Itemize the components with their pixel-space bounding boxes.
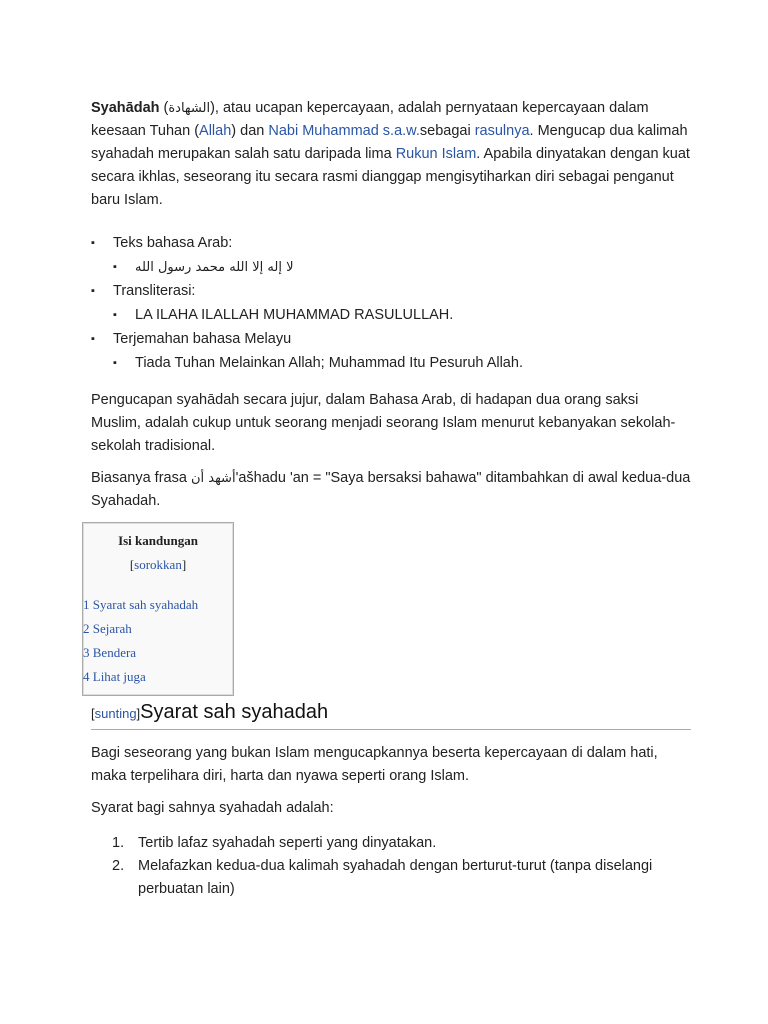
- toc-item-syarat[interactable]: 1 Syarat sah syahadah: [83, 597, 199, 612]
- syahadah-bullet-list: [91, 232, 691, 375]
- paragraph-syarat: Syarat bagi sahnya syahadah adalah:: [91, 800, 334, 816]
- list-item: [113, 352, 691, 375]
- edit-section-link[interactable]: sunting: [94, 706, 137, 721]
- intro-text-2: ) dan: [231, 123, 269, 139]
- list-item: [91, 855, 691, 901]
- list-item: [113, 256, 691, 279]
- list-item: [113, 304, 691, 327]
- toc-item-bendera[interactable]: 3 Bendera: [83, 645, 137, 660]
- toc-item-lihat-juga[interactable]: 4 Lihat juga: [83, 669, 146, 684]
- table-of-contents: [82, 522, 234, 696]
- paragraph-bagi: Bagi seseorang yang bukan Islam mengucapkannya beserta kepercayaan di dalam hati, maka terpelihara diri, harta dan nyawa seperti orang Islam.: [91, 745, 658, 784]
- condition-text: Tertib lafaz syahadah seperti yang dinyatakan.: [138, 835, 437, 851]
- bullet-label: Terjemahan bahasa Melayu: [113, 331, 292, 347]
- arabic-phrase: أشهد أن: [190, 471, 236, 486]
- link-rasulnya[interactable]: rasulnya: [474, 123, 530, 139]
- section-heading: [91, 698, 691, 730]
- article-body: [83, 97, 691, 901]
- paragraph-pengucapan: Pengucapan syahādah secara jujur, dalam Bahasa Arab, di hadapan dua orang saksi Muslim, adalah cukup untuk seorang menjadi seorang Islam menurut kebanyakan sekolah-sekolah tradisional.: [91, 392, 676, 454]
- para3-text-before: Biasanya frasa: [91, 470, 191, 486]
- conditions-list: [91, 832, 691, 901]
- bullet-label: Teks bahasa Arab:: [113, 235, 233, 251]
- transliteration-text: LA ILAHA ILALLAH MUHAMMAD RASULULLAH.: [135, 307, 454, 323]
- toc-item-sejarah[interactable]: 2 Sejarah: [83, 621, 132, 636]
- intro-text-3: sebagai: [419, 123, 475, 139]
- arabic-text: لا إله إلا الله محمد رسول الله: [135, 260, 294, 275]
- translation-text: Tiada Tuhan Melainkan Allah; Muhammad Itu Pesuruh Allah.: [135, 355, 523, 371]
- toc-title: Isi kandungan: [118, 533, 198, 548]
- link-rukun-islam[interactable]: Rukun Islam: [395, 146, 477, 162]
- toc-list: [83, 593, 233, 689]
- section-title: Syarat sah syahadah: [140, 701, 329, 723]
- condition-text: Melafazkan kedua-dua kalimah syahadah dengan berturut-turut (tanpa diselangi perbuatan lain): [138, 858, 653, 897]
- list-item: [91, 232, 691, 279]
- intro-paragraph: Syahādah (الشهادة), atau ucapan kepercayaan, adalah pernyataan kepercayaan dalam keesaan Tuhan (Allah) dan Nabi Muhammad s.a.w.sebagai rasulnya. Mengucap dua kalimah syahadah merupakan salah satu daripada lima Rukun Islam. Apabila dinyatakan dengan kuat secara ikhlas, seseorang itu secara rasmi dianggap mengisytiharkan diri sebagai penganut baru Islam.: [91, 100, 690, 208]
- intro-text-1: ), atau ucapan kepercayaan, adalah pernyataan kepercayaan dalam keesaan Tuhan (: [91, 100, 649, 139]
- paragraph-biasanya: [91, 467, 691, 513]
- list-number: 1.: [112, 835, 125, 851]
- link-nabi-muhammad[interactable]: Nabi Muhammad s.a.w.: [268, 123, 420, 139]
- intro-text-4: . Mengucap dua kalimah syahadah merupakan salah satu daripada lima: [91, 123, 688, 162]
- edit-bracket: [sunting]: [91, 706, 141, 721]
- toc-toggle: [sorokkan]: [129, 557, 187, 572]
- bullet-label: Transliterasi:: [113, 283, 196, 299]
- list-number: 2.: [112, 858, 125, 874]
- link-allah[interactable]: Allah: [199, 123, 232, 139]
- intro-text-5: . Apabila dinyatakan dengan kuat secara ikhlas, seseorang itu secara rasmi dianggap mengisytiharkan diri sebagai penganut baru Islam.: [91, 146, 690, 208]
- list-item: [91, 832, 691, 855]
- arabic-term: الشهادة: [168, 101, 211, 116]
- para3-text-after: 'ašhadu 'an = "Saya bersaksi bahawa" ditambahkan di awal kedua-dua Syahadah.: [91, 470, 691, 509]
- term-bold: Syahādah: [91, 100, 160, 116]
- list-item: [91, 328, 691, 375]
- toc-hide-link[interactable]: sorokkan: [134, 557, 182, 572]
- list-item: [91, 280, 691, 327]
